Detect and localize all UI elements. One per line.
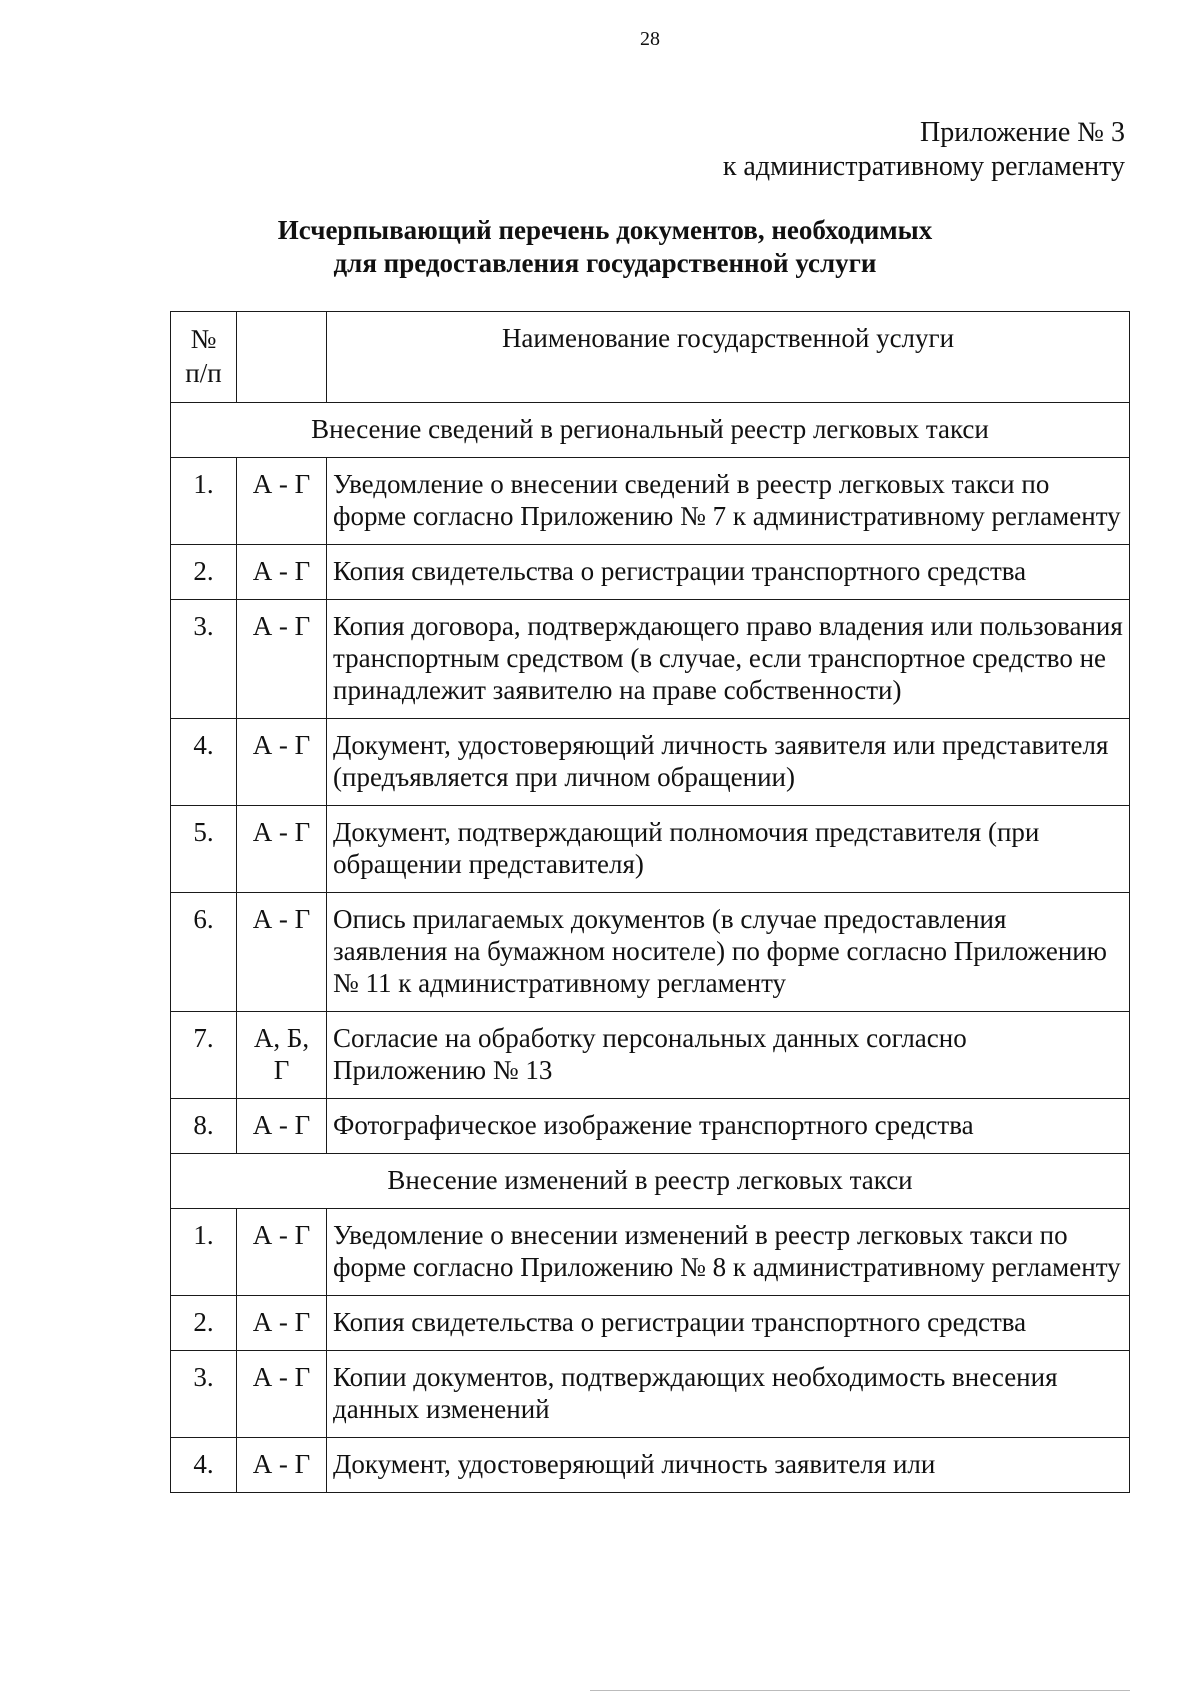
document-title (5, 214, 1200, 280)
table-header-row (171, 312, 1130, 403)
header-name-cell: Наименование государственной услуги (327, 312, 1130, 403)
row-document-name: Копии документов, подтверждающих необходимость внесения данных изменений (327, 1351, 1130, 1438)
row-document-name: Опись прилагаемых документов (в случае предоставления заявления на бумажном носителе) по форме согласно Приложению № 11 к административному регламенту (327, 893, 1130, 1012)
row-document-name: Документ, удостоверяющий личность заявителя или (327, 1438, 1130, 1493)
row-category: А - Г (237, 458, 327, 545)
table-row (171, 545, 1130, 600)
table-row (171, 893, 1130, 1012)
row-number: 1. (171, 458, 237, 545)
page-number: 28 (640, 28, 660, 50)
header-category-cell (237, 312, 327, 403)
row-number: 5. (171, 806, 237, 893)
row-category: А - Г (237, 600, 327, 719)
row-category: А - Г (237, 893, 327, 1012)
row-document-name: Копия свидетельства о регистрации транспортного средства (327, 1296, 1130, 1351)
row-category: А - Г (237, 1351, 327, 1438)
table-row (171, 806, 1130, 893)
section-row (171, 1154, 1130, 1209)
row-document-name: Копия свидетельства о регистрации транспортного средства (327, 545, 1130, 600)
row-category: А - Г (237, 806, 327, 893)
row-document-name: Уведомление о внесении сведений в реестр легковых такси по форме согласно Приложению № 7 к административному регламенту (327, 458, 1130, 545)
row-document-name: Документ, удостоверяющий личность заявителя или представителя (предъявляется при личном обращении) (327, 719, 1130, 806)
row-category: А - Г (237, 1296, 327, 1351)
table-row (171, 1438, 1130, 1493)
row-number: 3. (171, 1351, 237, 1438)
table-row (171, 600, 1130, 719)
scan-artifact-line (590, 1690, 1130, 1691)
row-category: А - Г (237, 1438, 327, 1493)
table-row (171, 719, 1130, 806)
row-number: 1. (171, 1209, 237, 1296)
table-row (171, 1351, 1130, 1438)
appendix-reference (723, 116, 1125, 184)
appendix-line-1: Приложение № 3 (920, 117, 1125, 148)
header-number-symbol: № (190, 324, 217, 354)
header-number-abbr: п/п (185, 358, 222, 388)
row-document-name: Копия договора, подтверждающего право владения или пользования транспортным средством (в случае, если транспортное средство не принадлежит заявителю на праве собственности) (327, 600, 1130, 719)
header-number-cell (171, 312, 237, 403)
table-row (171, 1209, 1130, 1296)
row-number: 3. (171, 600, 237, 719)
row-number: 6. (171, 893, 237, 1012)
row-category: А, Б, Г (237, 1012, 327, 1099)
row-number: 2. (171, 545, 237, 600)
row-document-name: Уведомление о внесении изменений в реестр легковых такси по форме согласно Приложению № 8 к административному регламенту (327, 1209, 1130, 1296)
appendix-line-2: к административному регламенту (722, 151, 1125, 182)
row-category: А - Г (237, 545, 327, 600)
row-number: 7. (171, 1012, 237, 1099)
row-document-name: Документ, подтверждающий полномочия представителя (при обращении представителя) (327, 806, 1130, 893)
row-category: А - Г (237, 719, 327, 806)
section-title: Внесение сведений в региональный реестр легковых такси (171, 403, 1130, 458)
section-title: Внесение изменений в реестр легковых такси (171, 1154, 1130, 1209)
row-category: А - Г (237, 1209, 327, 1296)
document-title-line-1: Исчерпывающий перечень документов, необходимых (277, 215, 933, 245)
section-row (171, 403, 1130, 458)
row-number: 8. (171, 1099, 237, 1154)
row-document-name: Фотографическое изображение транспортного средства (327, 1099, 1130, 1154)
table-row (171, 1012, 1130, 1099)
table-row (171, 1296, 1130, 1351)
row-category: А - Г (237, 1099, 327, 1154)
table-row (171, 458, 1130, 545)
row-document-name: Согласие на обработку персональных данных согласно Приложению № 13 (327, 1012, 1130, 1099)
row-number: 4. (171, 719, 237, 806)
row-number: 2. (171, 1296, 237, 1351)
documents-table (170, 311, 1130, 1493)
row-number: 4. (171, 1438, 237, 1493)
document-title-line-2: для предоставления государственной услуги (333, 248, 877, 278)
table-row (171, 1099, 1130, 1154)
